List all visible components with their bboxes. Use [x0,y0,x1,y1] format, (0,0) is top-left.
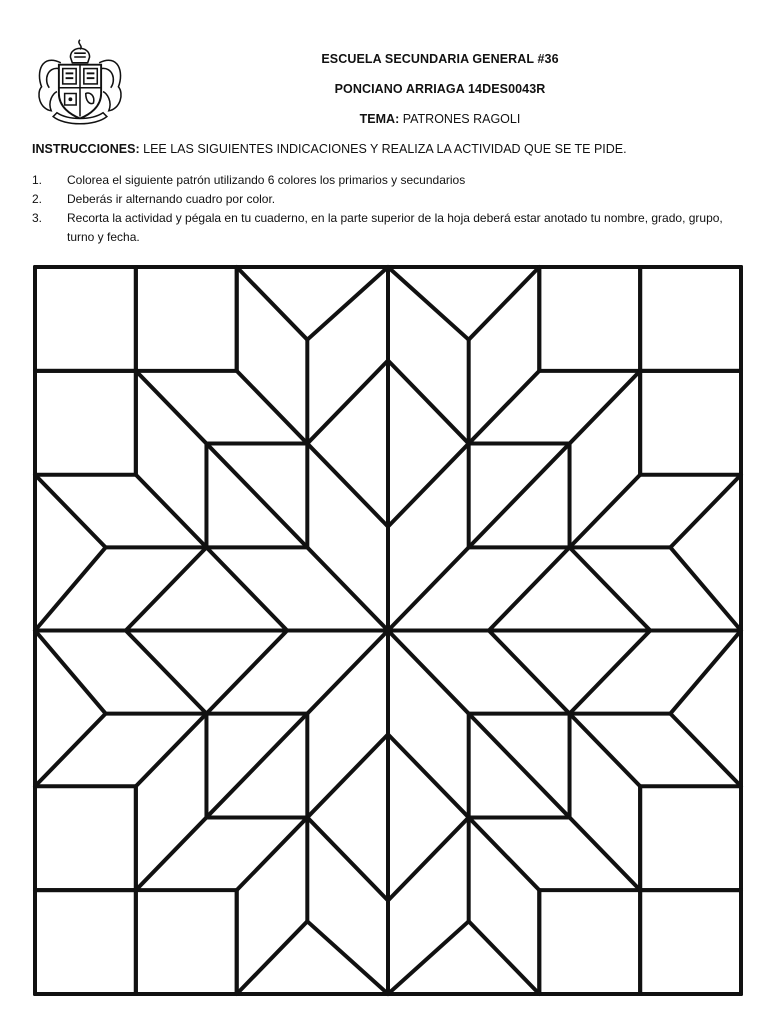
instructions [32,142,752,156]
chevron [35,475,106,548]
chevron [388,921,469,994]
topic-label: TEMA: [359,112,400,126]
step-number: 2. [32,192,43,206]
diamond-edge [126,547,207,630]
diamond-edge [489,631,570,714]
list-item [32,171,748,190]
header [240,52,640,126]
step-text: Colorea el siguiente patrón utilizando 6 colores los primarios y secundarios [67,173,466,187]
diamond-edge [388,444,469,527]
rhomb-edge [570,714,641,787]
diamond-edge [307,444,388,527]
chevron [307,267,388,340]
chevron [670,631,741,714]
ragoli-star-pattern [30,262,746,999]
diamond-edge [489,547,570,630]
chevron [670,714,741,787]
rhomb-edge [237,371,308,444]
rhomb-edge [469,817,540,890]
chevron [469,267,540,340]
rhomb-edge [570,371,641,444]
rhomb-edge [136,817,207,890]
diamond-edge [126,631,207,714]
diamond-edge [570,631,651,714]
diamond-edge [307,734,388,817]
chevron [388,267,469,340]
diamond-edge [388,734,469,817]
instructions-label: INSTRUCCIONES: [32,142,140,156]
school-crest-icon [32,34,128,130]
chevron [35,547,106,630]
steps-list [32,171,748,247]
diamond-edge [388,817,469,900]
diamond-edge [206,631,287,714]
diamond-edge [570,547,651,630]
instructions-text: LEE LAS SIGUIENTES INDICACIONES Y REALIZA LA ACTIVIDAD QUE SE TE PIDE. [139,142,627,156]
rhomb-edge [570,817,641,890]
rhomb-edge [237,817,308,890]
chevron [469,921,540,994]
chevron [670,475,741,548]
topic-line [240,112,640,126]
chevron [670,547,741,630]
rhomb-edge [469,371,540,444]
rhomb-edge [136,475,207,548]
rhomb-edge [136,714,207,787]
step-number: 3. [32,211,43,225]
chevron [307,921,388,994]
rhomb-edge [570,475,641,548]
step-number: 1. [32,173,43,187]
school-subtitle: PONCIANO ARRIAGA 14DES0043R [334,82,546,96]
school-name: ESCUELA SECUNDARIA GENERAL #36 [321,52,559,66]
diamond-edge [307,360,388,443]
chevron [35,714,106,787]
list-item [32,209,748,247]
diamond-edge [206,547,287,630]
chevron [35,631,106,714]
step-text: Recorta la actividad y pégala en tu cuaderno, en la parte superior de la hoja deberá estar anotado tu nombre, grado, grupo, turno y fecha. [67,211,723,244]
chevron [237,267,308,340]
list-item [32,190,748,209]
chevron [237,921,308,994]
diamond-edge [307,817,388,900]
step-text: Deberás ir alternando cuadro por color. [67,192,276,206]
diamond-edge [388,360,469,443]
topic-value: PATRONES RAGOLI [399,112,521,126]
rhomb-edge [136,371,207,444]
